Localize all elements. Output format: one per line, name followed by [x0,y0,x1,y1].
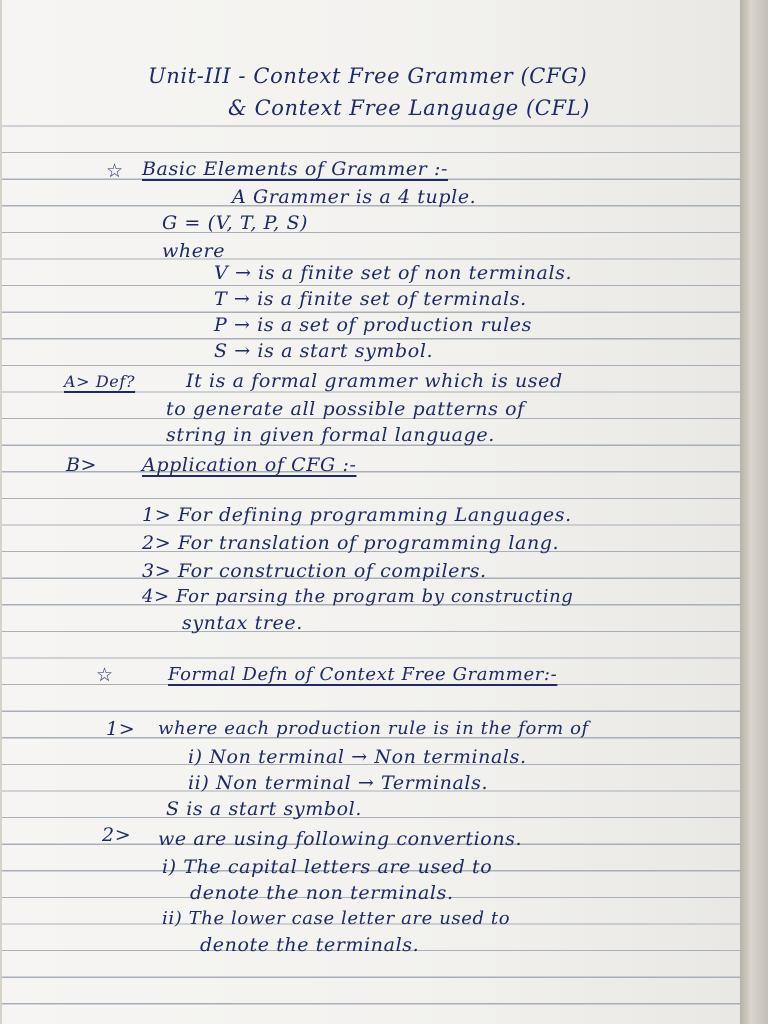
def-marker: A> Def? [64,372,136,391]
title-line-2: & Context Free Language (CFL) [228,96,590,120]
star-bullet-icon: ☆ [96,664,114,686]
app-item-3: 3> For construction of compilers. [142,560,487,582]
def-line-1: It is a formal grammer which is used [186,370,563,392]
formal-p2-ii-a: ii) The lower case letter are used to [162,908,511,929]
def-line-3: string in given formal language. [166,424,495,446]
formal-p2-i-a: i) The capital letters are used to [162,856,493,878]
app-item-4-cont: syntax tree. [182,612,303,634]
title-line-1: Unit-III - Context Free Grammer (CFG) [148,64,588,88]
notebook-spine [740,0,768,1024]
app-heading: Application of CFG :- [142,454,357,476]
basic-tuple: G = (V, T, P, S) [162,212,309,234]
star-bullet-icon: ☆ [106,160,124,182]
app-item-2: 2> For translation of programming lang. [142,532,560,554]
basic-v: V → is a finite set of non terminals. [214,262,573,284]
basic-line-1: A Grammer is a 4 tuple. [232,186,477,208]
basic-p: P → is a set of production rules [214,314,532,336]
app-marker: B> [66,454,98,476]
formal-p1-i: i) Non terminal → Non terminals. [188,746,527,768]
formal-p2-num: 2> [102,824,132,846]
formal-p2-ii-b: denote the terminals. [200,934,420,956]
formal-p2-line: we are using following convertions. [158,828,523,850]
basic-where: where [162,240,226,262]
basic-s: S → is a start symbol. [214,340,434,362]
formal-p1-line: where each production rule is in the form of [158,718,589,739]
formal-p1-ii: ii) Non terminal → Terminals. [188,772,489,794]
formal-heading: Formal Defn of Context Free Grammer:- [168,664,558,685]
formal-p2-i-b: denote the non terminals. [190,882,454,904]
app-item-4: 4> For parsing the program by constructing [142,586,574,607]
notebook-page [2,0,740,1024]
basic-heading: Basic Elements of Grammer :- [142,158,449,180]
formal-p1-num: 1> [106,718,136,740]
formal-p1-s: S is a start symbol. [166,798,362,820]
def-line-2: to generate all possible patterns of [166,398,525,420]
basic-t: T → is a finite set of terminals. [214,288,527,310]
app-item-1: 1> For defining programming Languages. [142,504,572,526]
